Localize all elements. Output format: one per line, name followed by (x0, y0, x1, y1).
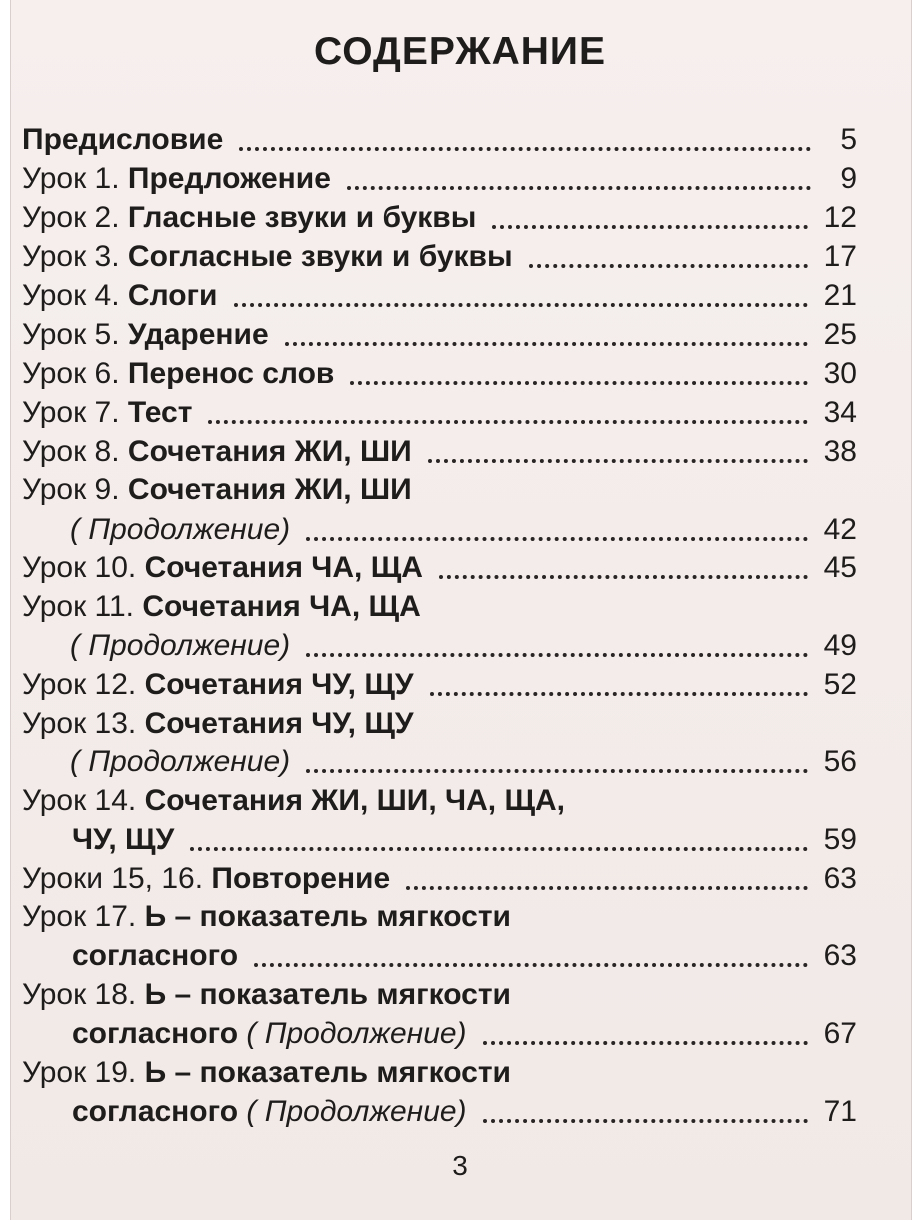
toc-entry (22, 587, 857, 627)
entry-title: Перенос слов (127, 357, 335, 390)
entry-title: Предложение (127, 162, 331, 195)
dot-leader (492, 225, 807, 229)
toc-entry (22, 704, 857, 744)
entry-title-continued: согласного (72, 939, 239, 972)
page-number: 56 (823, 745, 857, 778)
entry-title: Согласные звуки и буквы (127, 240, 513, 273)
toc-entry (22, 1053, 857, 1093)
toc-entry-continuation (72, 820, 857, 860)
lesson-number: Урок 8. (22, 435, 128, 468)
toc-entry (22, 665, 857, 705)
entry-title-continued: согласного (72, 1095, 239, 1128)
lesson-number: Урок 5. (22, 318, 128, 351)
page-number: 42 (823, 513, 857, 546)
toc-entry (22, 548, 857, 588)
entry-title: Ь – показатель мягкости (144, 900, 511, 933)
page-title: СОДЕРЖАНИЕ (314, 30, 606, 73)
lesson-number: Урок 3. (22, 240, 128, 273)
toc-entry-continuation (70, 742, 857, 782)
toc-entry (22, 432, 857, 472)
toc-entry-continuation (72, 936, 857, 976)
dot-leader (347, 186, 811, 190)
entry-title-continued: ЧУ, ЩУ (72, 823, 175, 856)
toc-entry (22, 276, 857, 316)
entry-title: Ь – показатель мягкости (144, 978, 511, 1011)
lesson-number: Урок 6. (22, 357, 128, 390)
lesson-number: Урок 4. (22, 279, 128, 312)
lesson-number: Урок 10. (22, 551, 145, 584)
dot-leader (208, 420, 807, 424)
lesson-number: Уроки 15, 16. (22, 862, 212, 895)
lesson-number: Урок 19. (22, 1056, 145, 1089)
entry-title: Сочетания ЧА, ЩА (144, 551, 423, 584)
toc-entry (22, 470, 857, 510)
lesson-number: Урок 14. (22, 784, 145, 817)
lesson-number: Урок 12. (22, 668, 145, 701)
entry-title: Слоги (127, 279, 218, 312)
lesson-number: Урок 1. (22, 162, 128, 195)
entry-title: Сочетания ЧА, ЩА (142, 590, 421, 623)
dot-leader (306, 537, 807, 541)
entry-title: Ударение (127, 318, 269, 351)
lesson-number: Урок 7. (22, 396, 128, 429)
dot-leader (529, 264, 808, 268)
page-number: 5 (840, 123, 857, 156)
page-number: 52 (823, 668, 857, 701)
dot-leader (428, 459, 808, 463)
toc-entry-continuation (72, 1092, 857, 1132)
page-number: 21 (823, 279, 857, 312)
page-number: 12 (823, 201, 857, 234)
entry-title: Сочетания ЖИ, ШИ (127, 473, 412, 506)
entry-title: Ь – показатель мягкости (144, 1056, 511, 1089)
entry-title: Гласные звуки и буквы (127, 201, 477, 234)
toc-entry (22, 315, 857, 355)
page-number: 30 (823, 357, 857, 390)
page-number: 34 (823, 396, 857, 429)
page-number: 49 (823, 629, 857, 662)
page-number: 25 (823, 318, 857, 351)
dot-leader (350, 381, 807, 385)
continuation-label: ( Продолжение) (238, 1095, 467, 1128)
page-number: 45 (823, 551, 857, 584)
dot-leader (430, 692, 808, 696)
dot-leader (190, 847, 807, 851)
lesson-number: Урок 9. (22, 473, 128, 506)
continuation-label: ( Продолжение) (70, 513, 291, 546)
entry-title: Предисловие (22, 123, 224, 156)
toc-entry (22, 859, 857, 899)
toc-entry (22, 237, 857, 277)
dot-leader (483, 1119, 808, 1123)
entry-title: Повторение (211, 862, 391, 895)
dot-leader (406, 886, 807, 890)
folio-page-number: 3 (452, 1150, 468, 1181)
dot-leader (285, 342, 808, 346)
dot-leader (234, 303, 808, 307)
toc-entry (22, 393, 857, 433)
entry-title: Сочетания ЖИ, ШИ (127, 435, 412, 468)
page-number: 17 (823, 240, 857, 273)
lesson-number: Урок 11. (22, 590, 143, 623)
toc-entry (22, 198, 857, 238)
page-number: 67 (823, 1017, 857, 1050)
entry-title: Сочетания ЖИ, ШИ, ЧА, ЩА, (144, 784, 566, 817)
toc-entry (22, 159, 857, 199)
entry-title-continued: согласного (72, 1017, 239, 1050)
dot-leader (439, 575, 808, 579)
toc-entry (22, 975, 857, 1015)
continuation-label: ( Продолжение) (238, 1017, 467, 1050)
dot-leader (254, 963, 808, 967)
toc-entry-continuation (72, 1014, 857, 1054)
lesson-number: Урок 17. (22, 900, 145, 933)
page-number: 38 (823, 435, 857, 468)
toc-entry (22, 781, 857, 821)
dot-leader (306, 653, 807, 657)
entry-title: Сочетания ЧУ, ЩУ (144, 668, 414, 701)
continuation-label: ( Продолжение) (70, 745, 291, 778)
page-number: 59 (823, 823, 857, 856)
page-number: 63 (823, 939, 857, 972)
page-number: 63 (823, 862, 857, 895)
page-number: 9 (840, 162, 857, 195)
toc-entry-continuation (70, 626, 857, 666)
page-number: 71 (823, 1095, 857, 1128)
toc-entry (22, 120, 857, 160)
lesson-number: Урок 13. (22, 707, 145, 740)
continuation-label: ( Продолжение) (70, 629, 291, 662)
dot-leader (483, 1041, 808, 1045)
entry-title: Сочетания ЧУ, ЩУ (144, 707, 414, 740)
dot-leader (306, 769, 807, 773)
lesson-number: Урок 18. (22, 978, 145, 1011)
lesson-number: Урок 2. (22, 201, 128, 234)
entry-title: Тест (127, 396, 193, 429)
toc-entry (22, 897, 857, 937)
dot-leader (239, 147, 811, 151)
toc-entry-continuation (70, 510, 857, 550)
toc-entry (22, 354, 857, 394)
